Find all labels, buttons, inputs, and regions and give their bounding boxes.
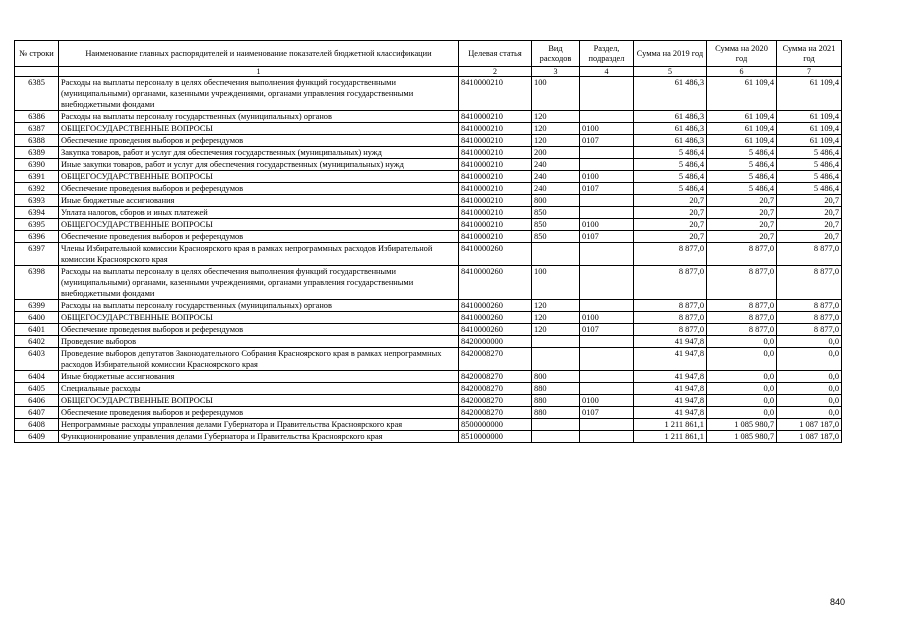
row-sum-2021: 8 877,0 (777, 312, 842, 324)
row-target-article: 8410000210 (459, 159, 532, 171)
row-section: 0100 (580, 171, 634, 183)
row-sum-2019: 8 877,0 (634, 324, 707, 336)
table-header (15, 41, 842, 77)
row-sum-2021: 1 087 187,0 (777, 431, 842, 443)
row-name: Проведение выборов депутатов Законодательного Собрания Красноярского края в рамках непрограммных расходов Избирательной комиссии Красноярского края (59, 348, 459, 371)
row-name: ОБЩЕГОСУДАРСТВЕННЫЕ ВОПРОСЫ (59, 312, 459, 324)
row-target-article: 8410000210 (459, 77, 532, 111)
row-sum-2021: 20,7 (777, 207, 842, 219)
row-sum-2020: 5 486,4 (707, 171, 777, 183)
row-number: 6396 (15, 231, 59, 243)
row-name: ОБЩЕГОСУДАРСТВЕННЫЕ ВОПРОСЫ (59, 123, 459, 135)
row-target-article: 8410000210 (459, 171, 532, 183)
row-sum-2019: 5 486,4 (634, 159, 707, 171)
row-section (580, 419, 634, 431)
row-number: 6386 (15, 111, 59, 123)
header-row (15, 41, 842, 67)
row-sum-2019: 1 211 861,1 (634, 419, 707, 431)
row-section: 0107 (580, 231, 634, 243)
row-number: 6385 (15, 77, 59, 111)
row-expense-type: 850 (532, 231, 580, 243)
row-sum-2020: 61 109,4 (707, 77, 777, 111)
row-target-article: 8410000210 (459, 219, 532, 231)
row-sum-2021: 1 087 187,0 (777, 419, 842, 431)
row-sum-2019: 61 486,3 (634, 135, 707, 147)
row-sum-2020: 20,7 (707, 195, 777, 207)
row-sum-2019: 5 486,4 (634, 183, 707, 195)
row-target-article: 8410000260 (459, 266, 532, 300)
row-sum-2021: 61 109,4 (777, 111, 842, 123)
row-sum-2021: 8 877,0 (777, 266, 842, 300)
column-number: 1 (59, 67, 459, 77)
row-expense-type: 800 (532, 195, 580, 207)
row-sum-2020: 1 085 980,7 (707, 431, 777, 443)
row-section: 0107 (580, 183, 634, 195)
header-sum-2020: Сумма на 2020 год (707, 41, 777, 67)
row-number: 6395 (15, 219, 59, 231)
row-sum-2021: 0,0 (777, 348, 842, 371)
row-sum-2020: 8 877,0 (707, 300, 777, 312)
row-section: 0107 (580, 324, 634, 336)
header-section: Раздел, подраздел (580, 41, 634, 67)
row-section: 0100 (580, 312, 634, 324)
header-name: Наименование главных распорядителей и наименование показателей бюджетной классификации (59, 41, 459, 67)
row-expense-type (532, 336, 580, 348)
row-sum-2021: 61 109,4 (777, 77, 842, 111)
table-row (15, 183, 842, 195)
row-number: 6398 (15, 266, 59, 300)
row-sum-2019: 61 486,3 (634, 123, 707, 135)
row-expense-type: 880 (532, 407, 580, 419)
row-expense-type: 100 (532, 266, 580, 300)
row-sum-2021: 0,0 (777, 383, 842, 395)
row-name: Обеспечение проведения выборов и референдумов (59, 407, 459, 419)
row-section (580, 147, 634, 159)
row-target-article: 8410000210 (459, 183, 532, 195)
row-sum-2021: 61 109,4 (777, 135, 842, 147)
row-number: 6394 (15, 207, 59, 219)
row-sum-2021: 5 486,4 (777, 171, 842, 183)
row-sum-2020: 0,0 (707, 407, 777, 419)
row-name: Непрограммные расходы управления делами Губернатора и Правительства Красноярского края (59, 419, 459, 431)
row-sum-2019: 8 877,0 (634, 312, 707, 324)
table-row (15, 336, 842, 348)
row-target-article: 8420008270 (459, 407, 532, 419)
header-expense-type: Вид расходов (532, 41, 580, 67)
row-target-article: 8410000210 (459, 231, 532, 243)
row-sum-2019: 20,7 (634, 207, 707, 219)
table-row (15, 159, 842, 171)
row-number: 6401 (15, 324, 59, 336)
row-name: Специальные расходы (59, 383, 459, 395)
row-sum-2020: 20,7 (707, 207, 777, 219)
row-target-article: 8410000260 (459, 243, 532, 266)
row-sum-2020: 8 877,0 (707, 266, 777, 300)
row-expense-type: 120 (532, 324, 580, 336)
row-sum-2021: 0,0 (777, 407, 842, 419)
row-number: 6403 (15, 348, 59, 371)
row-section: 0100 (580, 395, 634, 407)
table-row (15, 312, 842, 324)
table-row (15, 324, 842, 336)
row-name: Расходы на выплаты персоналу в целях обеспечения выполнения функций государственными (муниципальными) органами, казенными учреждениями, органами управления государственными внебюджетными фондами (59, 266, 459, 300)
row-name: ОБЩЕГОСУДАРСТВЕННЫЕ ВОПРОСЫ (59, 171, 459, 183)
table-row (15, 243, 842, 266)
row-name: Обеспечение проведения выборов и референдумов (59, 183, 459, 195)
table-row (15, 371, 842, 383)
row-target-article: 8410000260 (459, 324, 532, 336)
header-row-number: № строки (15, 41, 59, 67)
row-sum-2021: 0,0 (777, 371, 842, 383)
row-name: Обеспечение проведения выборов и референдумов (59, 324, 459, 336)
row-expense-type: 240 (532, 183, 580, 195)
row-sum-2020: 20,7 (707, 219, 777, 231)
row-target-article: 8410000210 (459, 135, 532, 147)
row-expense-type: 100 (532, 77, 580, 111)
row-sum-2021: 8 877,0 (777, 300, 842, 312)
row-sum-2019: 61 486,3 (634, 111, 707, 123)
row-section (580, 371, 634, 383)
row-sum-2019: 41 947,8 (634, 348, 707, 371)
row-number: 6399 (15, 300, 59, 312)
row-section (580, 111, 634, 123)
row-expense-type (532, 243, 580, 266)
table-row (15, 77, 842, 111)
row-name: Расходы на выплаты персоналу в целях обеспечения выполнения функций государственными (муниципальными) органами, казенными учреждениями, органами управления государственными внебюджетными фондами (59, 77, 459, 111)
row-number: 6397 (15, 243, 59, 266)
table-row (15, 300, 842, 312)
row-name: Уплата налогов, сборов и иных платежей (59, 207, 459, 219)
column-number-row (15, 67, 842, 77)
row-name: ОБЩЕГОСУДАРСТВЕННЫЕ ВОПРОСЫ (59, 219, 459, 231)
row-sum-2020: 0,0 (707, 371, 777, 383)
row-name: Расходы на выплаты персоналу государственных (муниципальных) органов (59, 300, 459, 312)
row-sum-2019: 61 486,3 (634, 77, 707, 111)
row-sum-2019: 41 947,8 (634, 371, 707, 383)
row-target-article: 8410000210 (459, 123, 532, 135)
row-expense-type: 850 (532, 219, 580, 231)
row-sum-2019: 5 486,4 (634, 147, 707, 159)
row-sum-2019: 8 877,0 (634, 243, 707, 266)
row-sum-2019: 20,7 (634, 219, 707, 231)
row-expense-type: 800 (532, 371, 580, 383)
row-target-article: 8410000210 (459, 147, 532, 159)
table-row (15, 219, 842, 231)
row-expense-type: 120 (532, 312, 580, 324)
row-sum-2020: 8 877,0 (707, 312, 777, 324)
row-sum-2020: 5 486,4 (707, 147, 777, 159)
row-sum-2019: 20,7 (634, 231, 707, 243)
row-name: Иные бюджетные ассигнования (59, 195, 459, 207)
row-number: 6389 (15, 147, 59, 159)
row-expense-type (532, 419, 580, 431)
table-row (15, 123, 842, 135)
row-sum-2020: 1 085 980,7 (707, 419, 777, 431)
row-target-article: 8420000000 (459, 336, 532, 348)
row-section (580, 207, 634, 219)
row-target-article: 8500000000 (459, 419, 532, 431)
row-sum-2019: 41 947,8 (634, 383, 707, 395)
column-number: 2 (459, 67, 532, 77)
row-expense-type: 120 (532, 135, 580, 147)
row-name: Расходы на выплаты персоналу государственных (муниципальных) органов (59, 111, 459, 123)
table-row (15, 419, 842, 431)
row-sum-2021: 5 486,4 (777, 159, 842, 171)
table-body (15, 77, 842, 443)
row-sum-2021: 20,7 (777, 231, 842, 243)
row-sum-2020: 8 877,0 (707, 324, 777, 336)
row-section (580, 195, 634, 207)
row-sum-2019: 5 486,4 (634, 171, 707, 183)
table-row (15, 231, 842, 243)
row-target-article: 8420008270 (459, 383, 532, 395)
column-number: 3 (532, 67, 580, 77)
row-target-article: 8510000000 (459, 431, 532, 443)
header-target-article: Целевая статья (459, 41, 532, 67)
row-number: 6406 (15, 395, 59, 407)
row-name: Закупка товаров, работ и услуг для обеспечения государственных (муниципальных) нужд (59, 147, 459, 159)
row-name: Иные бюджетные ассигнования (59, 371, 459, 383)
column-number: 6 (707, 67, 777, 77)
row-number: 6408 (15, 419, 59, 431)
row-sum-2019: 8 877,0 (634, 266, 707, 300)
table-row (15, 395, 842, 407)
budget-table (14, 40, 842, 443)
row-sum-2021: 5 486,4 (777, 147, 842, 159)
row-section (580, 383, 634, 395)
row-section: 0107 (580, 407, 634, 419)
row-name: Члены Избирательной комиссии Красноярского края в рамках непрограммных расходов Избирательной комиссии Красноярского края (59, 243, 459, 266)
row-sum-2021: 0,0 (777, 336, 842, 348)
row-number: 6409 (15, 431, 59, 443)
row-number: 6391 (15, 171, 59, 183)
table-row (15, 431, 842, 443)
row-section (580, 266, 634, 300)
row-expense-type: 240 (532, 171, 580, 183)
page-number: 840 (830, 597, 846, 607)
row-sum-2019: 20,7 (634, 195, 707, 207)
table-row (15, 147, 842, 159)
table-row (15, 207, 842, 219)
row-sum-2020: 0,0 (707, 395, 777, 407)
row-name: Иные закупки товаров, работ и услуг для обеспечения государственных (муниципальных) нужд (59, 159, 459, 171)
row-sum-2021: 8 877,0 (777, 324, 842, 336)
row-sum-2021: 20,7 (777, 195, 842, 207)
row-section (580, 300, 634, 312)
row-number: 6407 (15, 407, 59, 419)
row-expense-type (532, 348, 580, 371)
row-sum-2021: 8 877,0 (777, 243, 842, 266)
column-number: 7 (777, 67, 842, 77)
column-number: 4 (580, 67, 634, 77)
row-name: Обеспечение проведения выборов и референдумов (59, 231, 459, 243)
table-row (15, 111, 842, 123)
row-target-article: 8410000260 (459, 312, 532, 324)
row-sum-2020: 0,0 (707, 348, 777, 371)
row-sum-2021: 0,0 (777, 395, 842, 407)
row-section: 0100 (580, 219, 634, 231)
row-expense-type: 120 (532, 111, 580, 123)
row-sum-2020: 20,7 (707, 231, 777, 243)
table-row (15, 348, 842, 371)
row-sum-2021: 61 109,4 (777, 123, 842, 135)
table-row (15, 407, 842, 419)
row-target-article: 8420008270 (459, 371, 532, 383)
row-section (580, 348, 634, 371)
row-sum-2020: 5 486,4 (707, 183, 777, 195)
row-expense-type (532, 431, 580, 443)
row-number: 6388 (15, 135, 59, 147)
row-section (580, 159, 634, 171)
table-row (15, 195, 842, 207)
header-sum-2021: Сумма на 2021 год (777, 41, 842, 67)
row-section (580, 431, 634, 443)
row-name: Проведение выборов (59, 336, 459, 348)
row-number: 6393 (15, 195, 59, 207)
table-row (15, 135, 842, 147)
row-target-article: 8410000210 (459, 111, 532, 123)
row-number: 6404 (15, 371, 59, 383)
row-number: 6387 (15, 123, 59, 135)
row-sum-2020: 61 109,4 (707, 135, 777, 147)
row-target-article: 8420008270 (459, 395, 532, 407)
row-target-article: 8410000210 (459, 195, 532, 207)
row-number: 6400 (15, 312, 59, 324)
row-expense-type: 200 (532, 147, 580, 159)
column-number (15, 67, 59, 77)
row-number: 6402 (15, 336, 59, 348)
row-sum-2020: 61 109,4 (707, 111, 777, 123)
table-row (15, 266, 842, 300)
row-expense-type: 120 (532, 123, 580, 135)
row-name: Функционирование управления делами Губернатора и Правительства Красноярского края (59, 431, 459, 443)
row-sum-2019: 41 947,8 (634, 336, 707, 348)
header-sum-2019: Сумма на 2019 год (634, 41, 707, 67)
row-sum-2020: 8 877,0 (707, 243, 777, 266)
row-number: 6392 (15, 183, 59, 195)
row-number: 6405 (15, 383, 59, 395)
row-sum-2019: 1 211 861,1 (634, 431, 707, 443)
row-section: 0107 (580, 135, 634, 147)
table-row (15, 171, 842, 183)
row-target-article: 8420008270 (459, 348, 532, 371)
row-sum-2020: 0,0 (707, 383, 777, 395)
row-expense-type: 880 (532, 395, 580, 407)
row-target-article: 8410000260 (459, 300, 532, 312)
row-number: 6390 (15, 159, 59, 171)
row-target-article: 8410000210 (459, 207, 532, 219)
row-expense-type: 880 (532, 383, 580, 395)
row-name: Обеспечение проведения выборов и референдумов (59, 135, 459, 147)
row-sum-2020: 61 109,4 (707, 123, 777, 135)
row-section (580, 243, 634, 266)
row-name: ОБЩЕГОСУДАРСТВЕННЫЕ ВОПРОСЫ (59, 395, 459, 407)
row-expense-type: 240 (532, 159, 580, 171)
row-section (580, 336, 634, 348)
column-number: 5 (634, 67, 707, 77)
row-sum-2020: 0,0 (707, 336, 777, 348)
row-sum-2021: 5 486,4 (777, 183, 842, 195)
row-sum-2020: 5 486,4 (707, 159, 777, 171)
row-sum-2019: 41 947,8 (634, 407, 707, 419)
row-expense-type: 850 (532, 207, 580, 219)
table-row (15, 383, 842, 395)
row-expense-type: 120 (532, 300, 580, 312)
row-sum-2019: 41 947,8 (634, 395, 707, 407)
row-sum-2021: 20,7 (777, 219, 842, 231)
row-section: 0100 (580, 123, 634, 135)
row-sum-2019: 8 877,0 (634, 300, 707, 312)
row-section (580, 77, 634, 111)
